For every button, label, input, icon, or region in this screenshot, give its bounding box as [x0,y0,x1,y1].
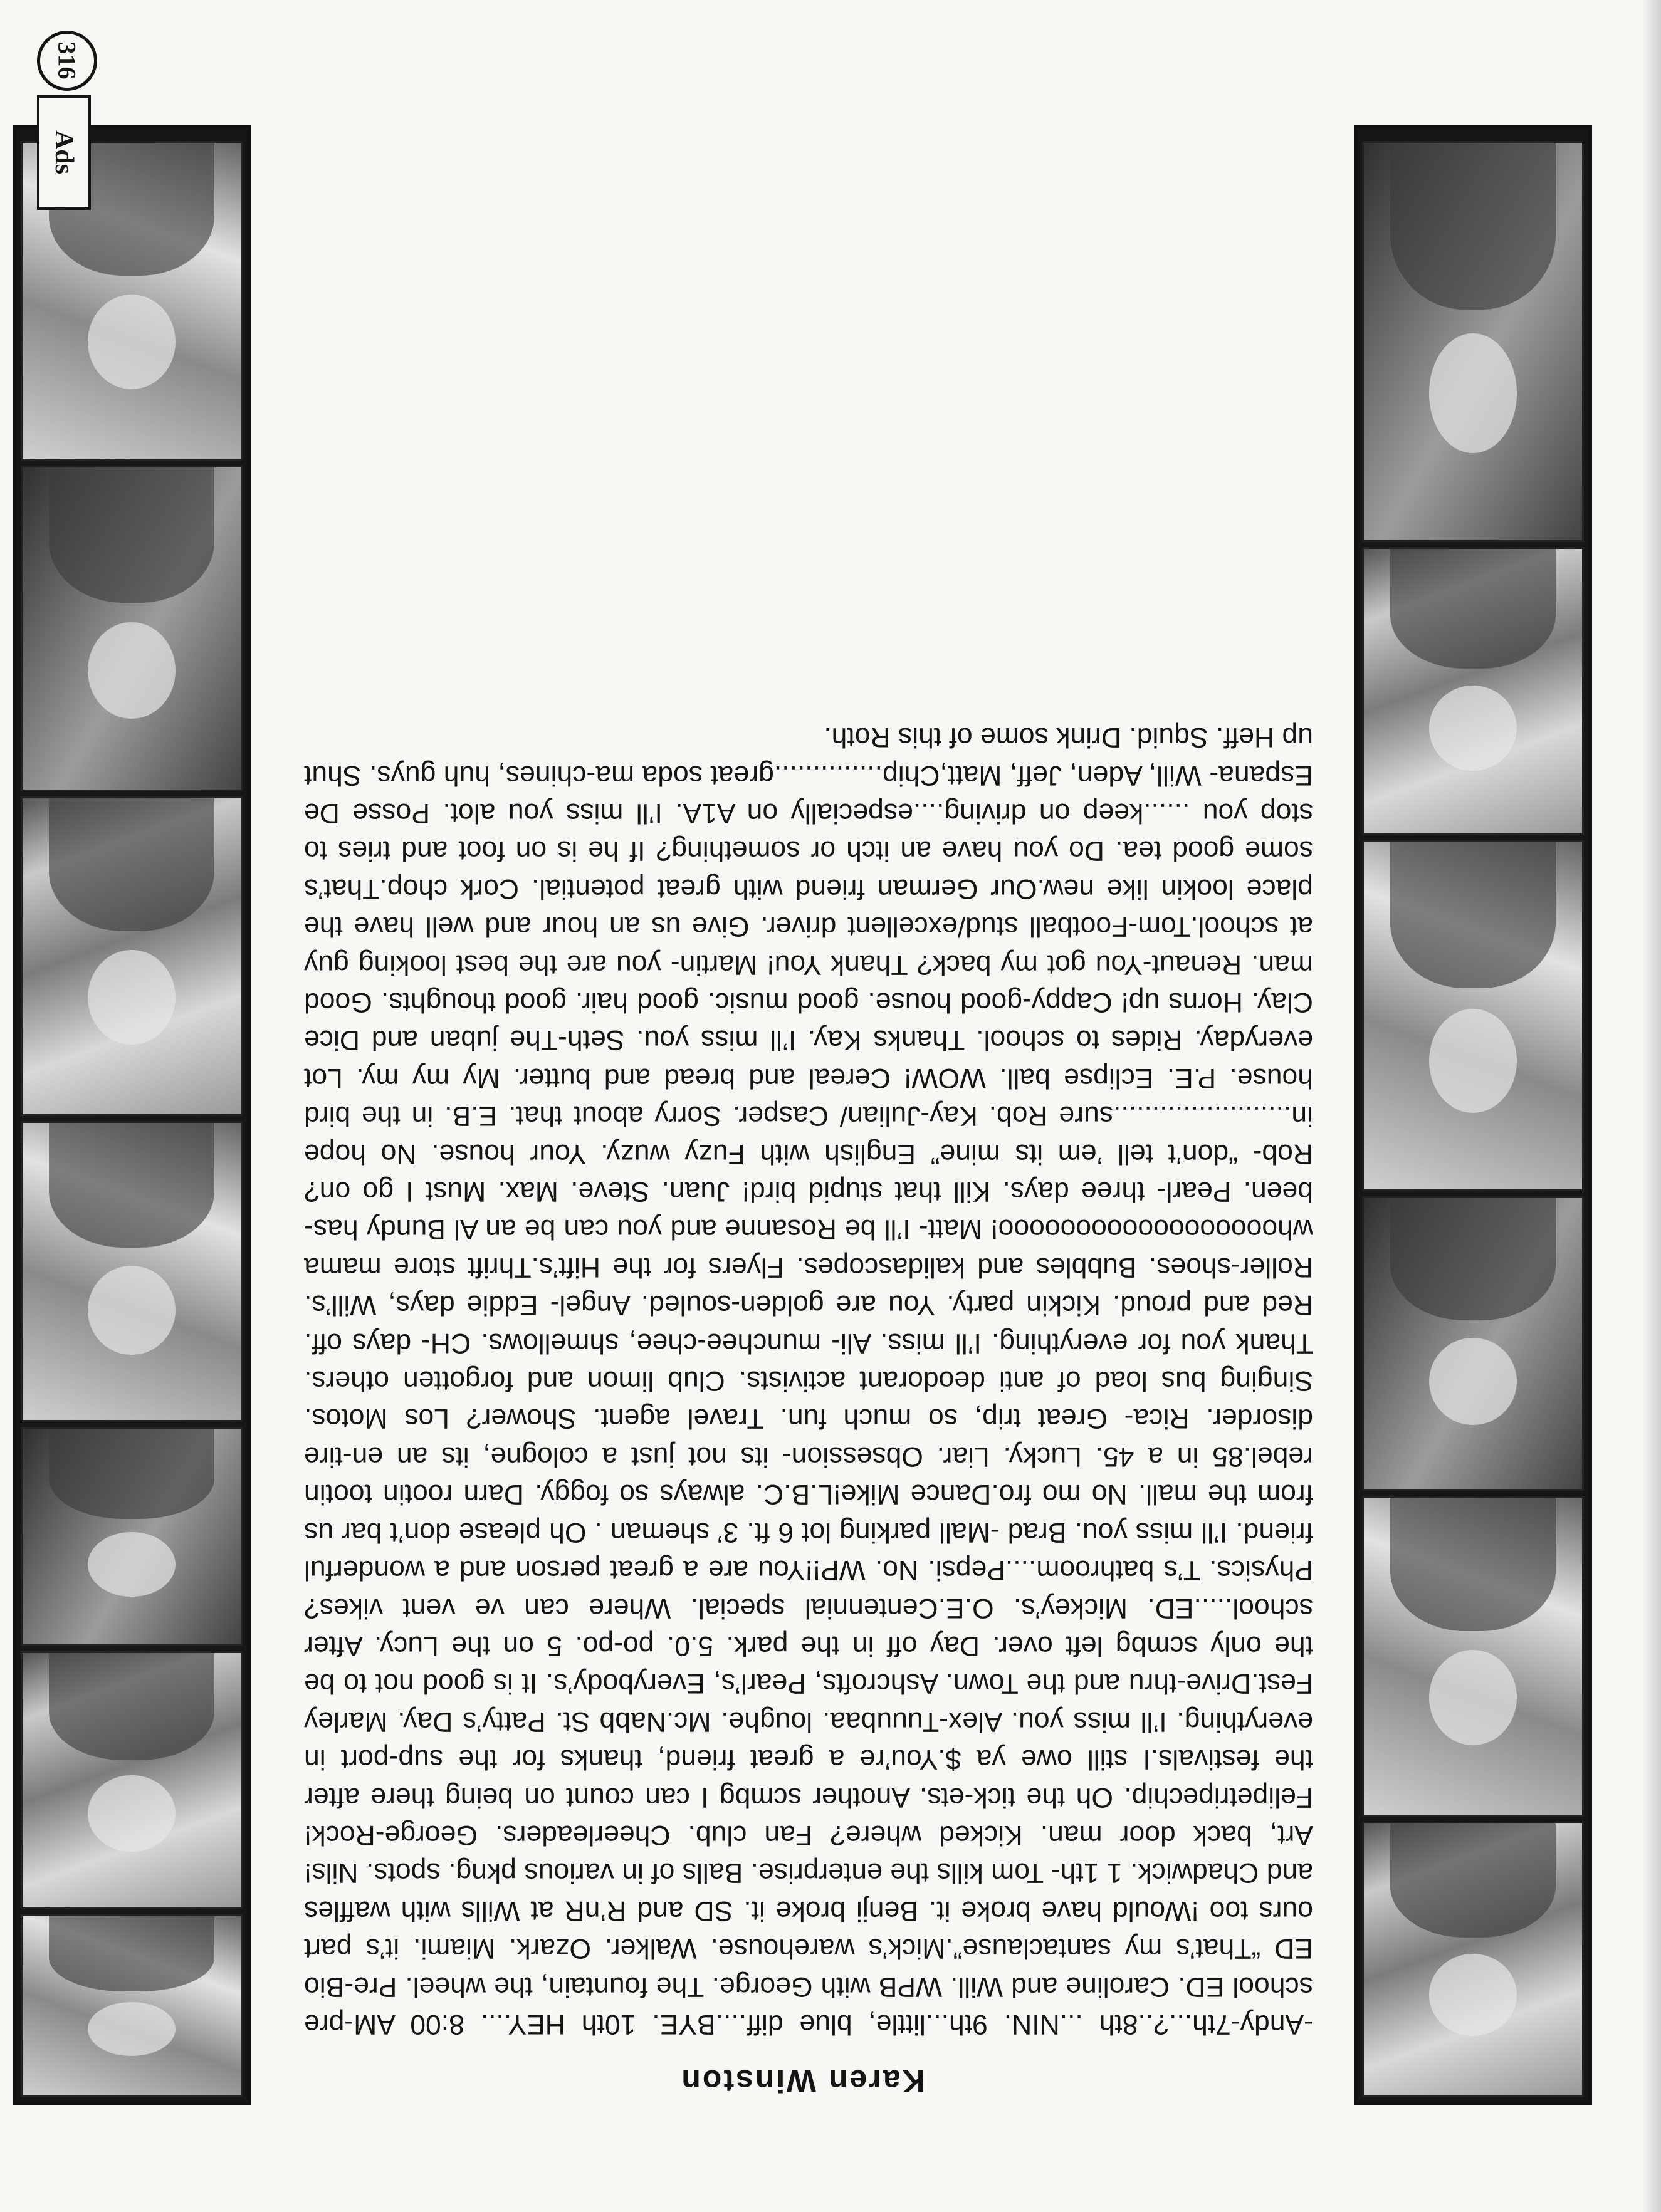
photo [21,1914,243,2097]
photo [1362,1822,1584,2097]
photo-strip-left [1354,125,1592,2105]
photo [21,466,243,791]
ad-title: Karen Winston [679,2063,925,2099]
section-tab [37,95,91,210]
photo [1362,141,1584,542]
photo [1362,1496,1584,1817]
photo [21,1651,243,1909]
photo [21,796,243,1116]
photo [1362,547,1584,835]
ad-body-text: -Andy-7th...?..8th ...NIN. 9th...little, blue diff....BYE. 10th HEY.... 8:00 AM-pre school ED. Caroline and Will. WPB with George. The fountain, the wheel. Pre-Bio ED “That’s my santaclause”.Mick’s warehouse. Walker. Ozark. Miami. it’s part ours too !Would have broke it. Benji broke it. SD and R’nR at Wills with waffles and Chadwick. 1 1th- Tom kills the enterprise. Balls of in various pkng. spots. Nils! Art, back door man. Kicked where? Fan club. Cheerleaders. George-Rock! Felipetripechip. Oh the tick-ets. Another scmbg I can count on being there after the festivals.I still owe ya $.You’re a great friend, thanks for the sup-port in everything. I’ll miss you. Alex-Tuuubaa. loughe. Mc.Nabb St. Patty’s Day. Marley Fest.Drive-thru and the Town. Ashcrofts, Pearl’s, Everybody’s. It is good not to be the only scmbg left over. Day off in the park. 5.0. po-po. 5 on the Lucy. After school.....ED. Mickey’s. O.E.Centennial special. Where can ve vent vikes? Physics. T’s bathroom....Pepsi. No. WP!!You are a great person and a wonderful friend. I’ll miss you. Brad -Mall parking lot 6 ft. 3’ sheman . Oh please don’t bar us from the mall. No mo fro.Dance Mike!L.B.C. always so foggy. Darn rootin tootin rebel.85 in a 45. Lucky. Liar. Obsession- its not just a cologne, its an en-tire disorder. Rica- Great trip, so much fun. Travel agent. Shower? Los Motos. Singing bus load of anti deodorant activists. Club limon and forgotten others. Thank you for everything. I’ll miss. Ali- munchee-chee, shmellows. CH- days off. Red and proud. Kickin party. You are golden-souled. Angel- Eddie days, Will’s. Roller-shoes. Bubbles and kalidascopes. Flyers for the Hift’s.Thrift store mama whoooooooooooooooooo! Matt- I’ll be Rosanne and you can be an Al Bundy has-been. Pearl- three days. Kill that stupid bird! Juan. Steve. Max. Must I go on? Rob- “don’t tell ’em its mine” English with Fuzy wuzy. Your house. No hope in.......................sure Rob. Kay-Julian/ Casper. Sorry about that. E.B. in the bird house. P.E. Eclipse ball. WOW! Cereal and bread and butter. My my my. Lot everyday. Rides to school. Thanks Kay. I’ll miss you. Seth-The juban and Dice Clay. Horns up! Cappy-good house. good music. good hair. good thoughts. Good man. Renaut-You got my back? Thank You! Martin- you are the best looking guy at school.Tom-Football stud/excellent driver. Give us an hour and well have the place lookin like new.Our German friend with great potential. Cork chop.That’s some good tea. Do you have an itch or something? If he is on foot and tries to stop you ......keep on driving....especially on A1A. I’ll miss you alot. Posse De Espana- Will, Aden, Jeff, Matt,Chip..............great soda ma-chines, huh guys. Shut up Heff. Squid. Drink some of this Roth. [304,722,1313,2040]
page-number: 316 [53,42,81,80]
photo [21,1121,243,1422]
page-number-badge [37,31,97,91]
page-edge-shadow [1642,0,1661,2212]
section-label: Ads [50,130,79,175]
photo [1362,840,1584,1191]
photo [1362,1196,1584,1491]
photo [21,1427,243,1646]
photo-strip-right [13,125,251,2105]
